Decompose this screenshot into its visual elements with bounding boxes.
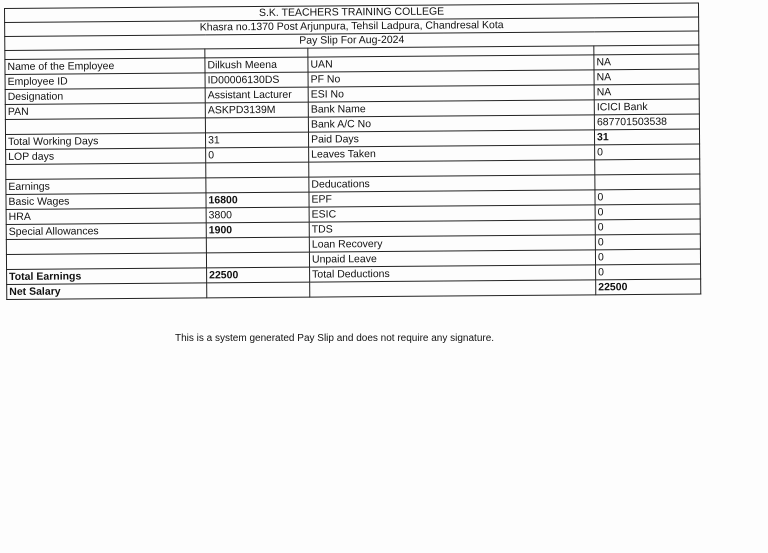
leaves-value: 0 xyxy=(595,144,700,160)
basic-wages-value: 16800 xyxy=(206,192,309,208)
bank-name-label: Bank Name xyxy=(308,100,594,117)
unpaid-leave-value: 0 xyxy=(595,249,700,265)
loan-recovery-value: 0 xyxy=(595,234,700,250)
blank-cell xyxy=(207,282,310,298)
paid-days-value: 31 xyxy=(594,129,699,145)
employee-name-label: Name of the Employee xyxy=(5,58,205,75)
pan-label: PAN xyxy=(5,103,205,120)
blank-cell xyxy=(206,252,309,268)
blank-cell xyxy=(205,117,308,133)
total-deductions-label: Total Deductions xyxy=(310,265,596,282)
total-earnings-label: Total Earnings xyxy=(7,268,207,285)
esic-label: ESIC xyxy=(309,205,595,222)
account-value: 687701503538 xyxy=(594,114,699,130)
blank-cell xyxy=(6,253,206,270)
payslip-title: Pay Slip For Aug-2024 xyxy=(5,31,699,50)
college-name: S.K. TEACHERS TRAINING COLLEGE xyxy=(5,3,699,22)
blank-cell xyxy=(595,174,700,190)
payslip-table xyxy=(4,3,701,300)
account-label: Bank A/C No xyxy=(308,115,594,132)
leaves-label: Leaves Taken xyxy=(309,145,595,162)
total-earnings-value: 22500 xyxy=(207,267,310,283)
blank-cell xyxy=(6,238,206,255)
epf-value: 0 xyxy=(595,189,700,205)
blank-cell xyxy=(206,177,309,193)
esic-value: 0 xyxy=(595,204,700,220)
system-generated-note: This is a system generated Pay Slip and does not require any signature. xyxy=(175,333,495,344)
esi-label: ESI No xyxy=(308,85,594,102)
total-deductions-value: 0 xyxy=(596,264,701,280)
uan-value: NA xyxy=(594,54,699,70)
deductions-heading: Deducations xyxy=(309,175,595,192)
employee-id-value: ID00006130DS xyxy=(205,72,308,88)
blank-cell xyxy=(206,162,309,178)
unpaid-leave-label: Unpaid Leave xyxy=(309,250,595,267)
pan-value: ASKPD3139M xyxy=(205,102,308,118)
blank-cell xyxy=(595,159,700,175)
pf-label: PF No xyxy=(308,70,594,87)
employee-name-value: Dilkush Meena xyxy=(205,57,308,73)
blank-cell xyxy=(310,280,596,297)
working-days-value: 31 xyxy=(205,132,308,148)
net-salary-label: Net Salary xyxy=(7,283,207,300)
pf-value: NA xyxy=(594,69,699,85)
net-salary-value: 22500 xyxy=(596,279,701,295)
basic-wages-label: Basic Wages xyxy=(6,193,206,210)
special-allowances-label: Special Allowances xyxy=(6,223,206,240)
blank-cell xyxy=(6,163,206,180)
uan-label: UAN xyxy=(308,55,594,72)
designation-value: Assistant Lacturer xyxy=(205,87,308,103)
employee-id-label: Employee ID xyxy=(5,73,205,90)
hra-value: 3800 xyxy=(206,207,309,223)
blank-cell xyxy=(5,118,205,135)
special-allowances-value: 1900 xyxy=(206,222,309,238)
loan-recovery-label: Loan Recovery xyxy=(309,235,595,252)
college-address: Khasra no.1370 Post Arjunpura, Tehsil Ladpura, Chandresal Kota xyxy=(5,17,699,36)
tds-label: TDS xyxy=(309,220,595,237)
earnings-heading: Earnings xyxy=(6,178,206,195)
blank-cell xyxy=(206,237,309,253)
epf-label: EPF xyxy=(309,190,595,207)
paid-days-label: Paid Days xyxy=(308,130,594,147)
designation-label: Designation xyxy=(5,88,205,105)
lop-label: LOP days xyxy=(6,148,206,165)
payslip-document xyxy=(4,3,700,300)
bank-name-value: ICICI Bank xyxy=(594,99,699,115)
tds-value: 0 xyxy=(595,219,700,235)
working-days-label: Total Working Days xyxy=(5,133,205,150)
hra-label: HRA xyxy=(6,208,206,225)
esi-value: NA xyxy=(594,84,699,100)
lop-value: 0 xyxy=(206,147,309,163)
